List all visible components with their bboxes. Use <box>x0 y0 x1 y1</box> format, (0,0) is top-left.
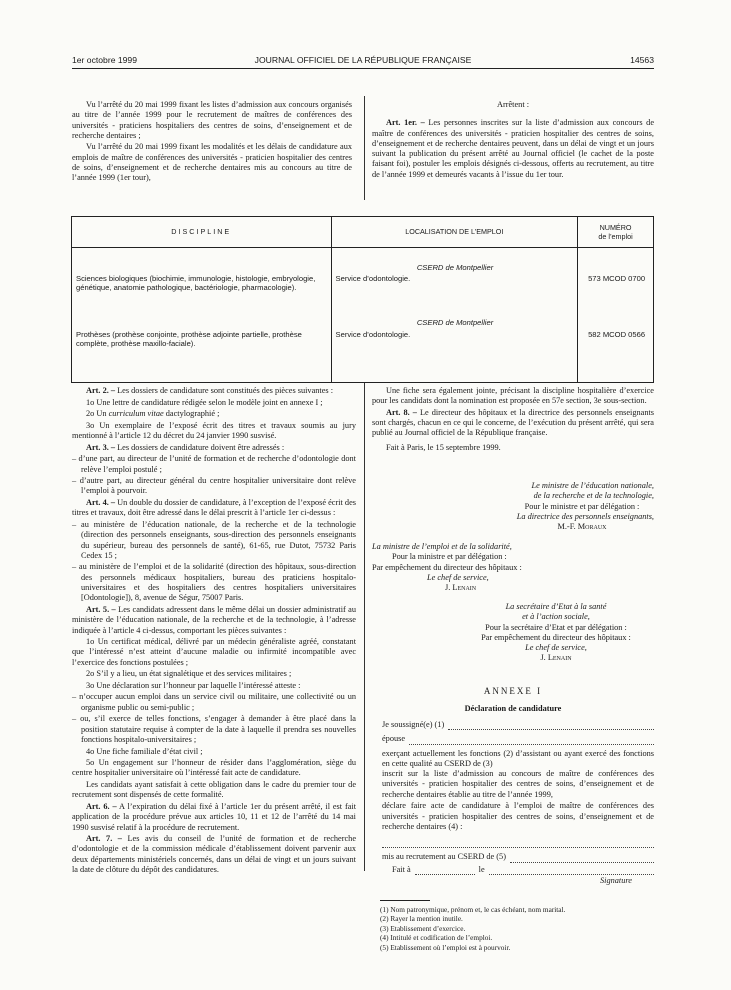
header-journal-title: JOURNAL OFFICIEL DE LA RÉPUBLIQUE FRANÇAISE <box>254 55 472 65</box>
list-item: – d’autre part, au directeur général du centre hospitalier universitaire dont relève l’emploi à pourvoir. <box>72 476 356 496</box>
intro-paragraph: Vu l’arrêté du 20 mai 1999 fixant les modalités et les délais de candidature aux emplois de maître de conférences des universités - praticien hospitalier des centres de soins, d’enseignement et de recherche dentaires mis au concours au titre de l’année 1999 (1er tour), <box>72 142 352 183</box>
site-name: CSERD de Montpellier <box>416 318 494 327</box>
employment-table <box>71 216 654 383</box>
declaration-title: Déclaration de candidature <box>464 704 562 713</box>
employment-number: 582 MCOD 0566 <box>588 330 646 339</box>
article-text: Les personnes inscrites sur la liste d’admission aux concours de maître de conférences des universités - praticien hospitalier des centres de soins, d’enseignement et de recherche dentaires peuvent, dans un délai de vingt et un jours suivant la publication du présent arrêté au Journal officiel (le cachet de la poste faisant foi), postuler les emplois désignés ci-dessous, offerts au recrutement, au titre de l’année 1999 et demeurés vacants à l’issue du 1er tour. <box>372 118 654 179</box>
discipline-cell <box>72 248 331 382</box>
article-3: Art. 3. – Les dossiers de candidature doivent être adressés : <box>86 442 285 452</box>
article-7: Art. 7. – Les avis du conseil de l’unité de formation et de recherche d’odontologie et de la commission médicale d’établissement doivent parvenir aux deux départements ministériels concernés, dans un délai de vingt et un jours suivant la date de clôture du dépôt des candidatures. <box>72 834 357 874</box>
footnote-rule <box>380 900 430 901</box>
paragraph: Une fiche sera également jointe, précisant la discipline hospitalière d’exercice pour les candidats dont la nomination est proposée en 57e section, 3e sous-section. <box>372 386 654 406</box>
location-text: Service d’odontologie. <box>335 330 411 339</box>
article-5: Art. 5. – Les candidats adressent dans le même délai un dossier administratif au ministère de l’éducation nationale, de la recherche et de la technologie, à l’adresse indiquée à l’article 4 ci-dessus, comportant les pièces suivantes : <box>72 604 357 635</box>
header-date: 1er octobre 1999 <box>72 55 137 65</box>
signature-block-3: La secrétaire d’Etat à la santé et à l’action sociale, Pour la secrétaire d’Etat et par délégation : Par empêchement du directeur des hôpitaux : Le chef de service, J. Lenain <box>481 602 631 663</box>
form-line-place-date: Fait à le <box>382 865 654 875</box>
number-cell <box>578 248 653 382</box>
list-item: 2o Un curriculum vitae dactylographié ; <box>86 409 220 419</box>
form-paragraph: exerçant actuellement les fonctions (2) d’assistant ou ayant exercé des fonctions en cette qualité au CSERD de (3) <box>382 748 654 768</box>
article-6: Art. 6. – A l’expiration du délai fixé à l’article 1er du présent arrêté, il est fait application de la procédure prévue aux articles 10, 11 et 12 de l’arrêté du 14 mai 1990 susvisé relatif à la procédure de recrutement. <box>72 801 357 832</box>
site-name: CSERD de Montpellier <box>416 263 494 272</box>
list-item: 2o S’il y a lieu, un état signalétique et des services militaires ; <box>86 669 292 679</box>
form-line-cserd: mis au recrutement au CSERD de (5) <box>382 852 654 862</box>
column-header-location: LOCALISATION DE L’EMPLOI <box>331 217 578 248</box>
right-column <box>372 386 654 454</box>
form-paragraph: déclare faire acte de candidature à l’emploi de maître de conférences des universités - praticien hospitalier des centres de soins, d’enseignement et de recherche dentaires (4) : <box>382 801 654 831</box>
footnote: (3) Etablissement d’exercice. <box>380 923 466 933</box>
list-item: 1o Une lettre de candidature rédigée selon le modèle joint en annexe I ; <box>86 397 323 407</box>
paragraph: Les candidats ayant satisfait à cette obligation dans le cadre du premier tour de recrutement sont dispensés de cette formalité. <box>72 780 356 800</box>
footnote: (2) Rayer la mention inutile. <box>380 914 463 924</box>
intro-paragraph: Vu l’arrêté du 20 mai 1999 fixant les listes d’admission aux concours organisés au titre de l’année 1999 pour le recrutement de maîtres de conférences des universités - praticiens hospitaliers des centres de soins, d’enseignement et de recherche dentaires ; <box>72 100 352 140</box>
header-rule <box>72 68 654 69</box>
declaration-form <box>382 720 654 888</box>
column-divider <box>364 383 365 871</box>
list-item: 3o Une déclaration sur l’honneur par laquelle l’intéressé atteste : <box>86 680 301 690</box>
location-text: Service d’odontologie. <box>335 274 411 283</box>
list-item: 3o Un exemplaire de l’exposé écrit des titres et travaux soumis au jury mentionné à l’article 12 du décret du 24 janvier 1990 susvisé. <box>72 420 356 441</box>
intro-right-column <box>372 100 654 181</box>
annexe-heading: ANNEXE I <box>483 686 543 696</box>
list-item: – ou, s’il exerce de telles fonctions, s’engager à demander à être placé dans la position statutaire requise à compter de la date à laquelle il prendra ses nouvelles fonctions hospitalo-universitaires ; <box>72 714 356 744</box>
date-line: Fait à Paris, le 15 septembre 1999. <box>386 442 501 452</box>
signature-block-1: Le ministre de l’éducation nationale, de la recherche et de la technologie, Pour le ministre et par délégation : La directrice des personnels enseignants, M.-F. Moraux <box>516 481 654 532</box>
list-item: 4o Une fiche familiale d’état civil ; <box>86 746 203 756</box>
column-header-discipline: DISCIPLINE <box>72 217 332 248</box>
list-item: – au ministère de l’emploi et de la solidarité (direction des hôpitaux, sous-direction des personnels médicaux hospitaliers, bureau des praticiens hospitalo-universitaires et des hospitaliers des centres hospitaliers universitaires [Odontologie]), 8, avenue de Ségur, 75007 Paris. <box>72 562 356 603</box>
article-label: Art. 1er. – <box>386 118 425 128</box>
article-8: Art. 8. – Le directeur des hôpitaux et la directrice des personnels enseignants sont chargés, chacun en ce qui le concerne, de l’exécution du présent arrêté, qui sera publié au Journal officiel de la République française. <box>372 407 655 438</box>
footnote: (1) Nom patronymique, prénom et, le cas échéant, nom marital. <box>380 905 566 914</box>
form-line-blank <box>382 838 654 848</box>
article-2: Art. 2. – Les dossiers de candidature sont constitués des pièces suivantes : <box>86 386 334 395</box>
form-paragraph: inscrit sur la liste d’admission au concours de maître de conférences des universités - praticien hospitalier des centres de soins, d’enseignement et de recherche dentaires établie au titre de l’année 1999, <box>382 769 654 799</box>
signature-block-2: La ministre de l’emploi et de la solidarité, Pour la ministre et par délégation : Par empêchement du directeur des hôpitaux : Le chef de service, J. Lenain <box>372 542 522 593</box>
list-item: – au ministère de l’éducation nationale, de la recherche et de la technologie (direction des personnels enseignants, sous-direction des personnels enseignants du supérieur, bureau des personnels de santé), 61-65, rue Dutot, 75732 Paris Cedex 15 ; <box>72 519 356 560</box>
footnotes <box>380 905 565 952</box>
arretent-heading: Arrêtent : <box>496 100 530 109</box>
header-page-number: 14563 <box>630 55 654 65</box>
footnote: (5) Etablissement où l’emploi est à pourvoir. <box>380 942 511 952</box>
list-item: – n’occuper aucun emploi dans un service civil ou militaire, une collectivité ou un organisme public ou semi-public ; <box>72 692 356 712</box>
list-item: – d’une part, au directeur de l’unité de formation et de recherche d’odontologie dont relève l’emploi postulé ; <box>72 454 356 474</box>
list-item: 5o Un engagement sur l’honneur de résider dans l’agglomération, siège du centre hospitalier universitaire où l’intéressé fait acte de candidature. <box>72 758 356 778</box>
column-header-number: NUMÉRO de l’emploi <box>578 217 654 248</box>
article-4: Art. 4. – Un double du dossier de candidature, à l’exception de l’exposé écrit des titres et travaux, doit être adressé dans le délai prescrit à l’article 1er ci-dessus : <box>72 498 356 518</box>
form-line-spouse: épouse <box>382 734 654 744</box>
footnote: (4) Intitulé et codification de l’emploi. <box>380 933 493 943</box>
column-divider <box>364 96 365 200</box>
form-signature-label: Signature <box>600 876 632 886</box>
table-row: Sciences biologiques (biochimie, immunologie, histologie, embryologie, génétique, anatomie pathologique, bactériologie, pharmacologie). <box>76 274 316 293</box>
employment-number: 573 MCOD 0700 <box>588 274 646 283</box>
form-line-name: Je soussigné(e) (1) <box>382 720 654 730</box>
left-column <box>72 386 356 877</box>
location-cell <box>332 248 578 382</box>
list-item: 1o Un certificat médical, délivré par un médecin généraliste agréé, constatant que l’intéressé n’est atteint d’aucune maladie ou infirmité incompatible avec l’exercice des fonctions postulées ; <box>72 637 356 667</box>
intro-left-column <box>72 100 352 185</box>
table-row: Prothèses (prothèse conjointe, prothèse adjointe partielle, prothèse complète, prothèse maxillo-faciale). <box>76 330 302 349</box>
article-1 <box>372 118 654 180</box>
